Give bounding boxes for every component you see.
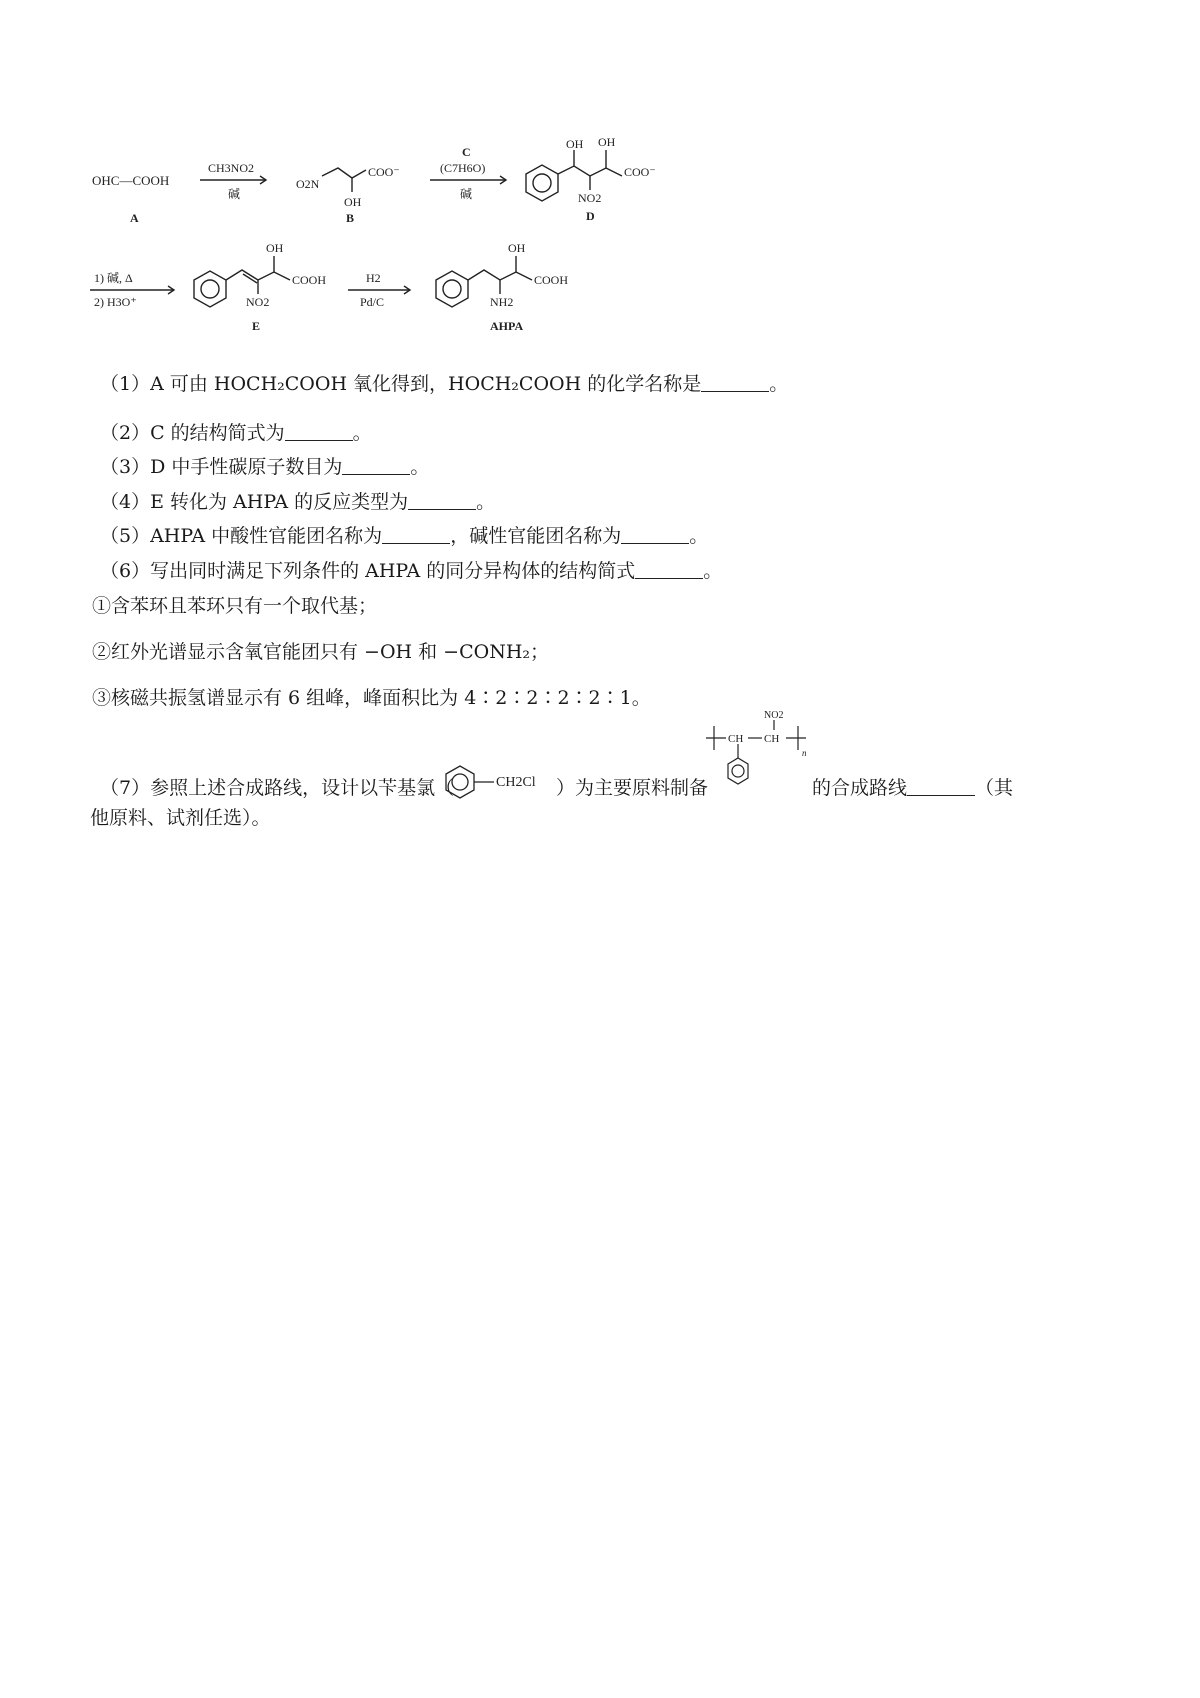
question-5: [100, 524, 708, 548]
compound-B-oh: OH: [344, 195, 362, 209]
end-mark: 。: [769, 373, 789, 395]
question-6: [100, 559, 722, 583]
condition-3: ③核磁共振氢谱显示有 6 组峰，峰面积比为 4∶2∶2∶2∶2∶1。: [92, 687, 651, 709]
question-5-middle: ，碱性官能团名称为: [450, 525, 622, 547]
compound-D-oh2: OH: [598, 135, 616, 149]
question-4: [100, 490, 495, 514]
answer-blank-5b[interactable]: [621, 527, 689, 544]
compound-D-label: D: [586, 209, 595, 223]
end-mark: 。: [352, 422, 372, 444]
compound-A-formula: OHC—COOH: [92, 173, 170, 188]
question-3-text: （3）D 中手性碳原子数目为: [100, 456, 343, 478]
compound-E-label: E: [252, 319, 261, 333]
question-6-text: （6）写出同时满足下列条件的 AHPA 的同分异构体的结构简式: [100, 560, 636, 582]
condition-1: ①含苯环且苯环只有一个取代基；: [92, 595, 378, 617]
answer-blank-7[interactable]: [907, 779, 975, 796]
compound-E-cooh: COOH: [292, 273, 327, 287]
question-7-part1: （7）参照上述合成路线，设计以苄基氯（: [100, 777, 455, 799]
end-mark: 。: [703, 560, 723, 582]
question-1-text: （1）A 可由 HOCH₂COOH 氧化得到，HOCH₂COOH 的化学名称是: [100, 373, 702, 395]
compound-A-label: A: [130, 211, 139, 225]
polymer-n-label: n: [802, 748, 807, 758]
synthesis-route-diagram: [90, 130, 710, 370]
compound-D-coo: COO⁻: [624, 165, 656, 179]
reagent-3-line1: 1) 碱, Δ: [94, 271, 133, 285]
reaction-scheme: [90, 130, 710, 370]
reagent-4-bottom: Pd/C: [360, 295, 385, 309]
benzyl-chloride-structure: [440, 740, 560, 800]
nitro-polymer-structure: [702, 708, 812, 800]
compound-AHPA-cooh: COOH: [534, 273, 569, 287]
compound-AHPA-oh: OH: [508, 241, 526, 255]
end-mark: 。: [689, 525, 709, 547]
answer-blank-2[interactable]: [285, 424, 353, 441]
reagent-2-bottom: 碱: [460, 187, 473, 201]
question-7-part3-text: 的合成路线: [812, 777, 908, 799]
compound-AHPA-label: AHPA: [490, 319, 524, 333]
question-5-text: （5）AHPA 中酸性官能团名称为: [100, 525, 383, 547]
compound-AHPA-nh2: NH2: [490, 295, 514, 309]
compound-B-o2n: O2N: [296, 177, 320, 191]
question-7-part5: 他原料、试剂任选）。: [90, 807, 271, 829]
compound-E-oh: OH: [266, 241, 284, 255]
question-2: [100, 421, 372, 445]
polymer-ch-1: CH: [728, 733, 744, 745]
reagent-1-bottom: 碱: [228, 187, 241, 201]
answer-blank-4[interactable]: [408, 493, 476, 510]
question-2-text: （2）C 的结构简式为: [100, 422, 285, 444]
reagent-2-top2: (C7H6O): [440, 161, 486, 175]
end-mark: 。: [476, 491, 496, 513]
compound-E-no2: NO2: [246, 295, 270, 309]
question-7-part3: [812, 776, 1013, 800]
question-1: [100, 372, 788, 396]
polymer-no2-label: NO2: [764, 710, 784, 721]
question-7-part2: ）为主要原料制备: [556, 777, 709, 799]
end-mark: 。: [410, 456, 430, 478]
benzyl-chloride-label: CH2Cl: [496, 775, 536, 790]
compound-B-coo: COO⁻: [368, 165, 400, 179]
reagent-4-top: H2: [366, 271, 381, 285]
answer-blank-6[interactable]: [635, 562, 703, 579]
question-4-text: （4）E 转化为 AHPA 的反应类型为: [100, 491, 409, 513]
question-7-part4: （其: [975, 777, 1014, 799]
answer-blank-3[interactable]: [342, 458, 410, 475]
reagent-3-line2: 2) H3O⁺: [94, 295, 137, 309]
compound-D-no2: NO2: [578, 191, 602, 205]
question-7: [90, 710, 1100, 844]
answer-blank-1[interactable]: [701, 375, 769, 392]
reagent-1-top: CH3NO2: [208, 161, 255, 175]
question-3: [100, 455, 429, 479]
condition-2: ②红外光谱显示含氧官能团只有 −OH 和 −CONH₂；: [92, 641, 550, 663]
compound-D-oh1: OH: [566, 137, 584, 151]
reagent-2-top1: C: [462, 145, 471, 159]
polymer-ch-2: CH: [764, 733, 780, 745]
answer-blank-5a[interactable]: [382, 527, 450, 544]
compound-B-label: B: [346, 211, 355, 225]
